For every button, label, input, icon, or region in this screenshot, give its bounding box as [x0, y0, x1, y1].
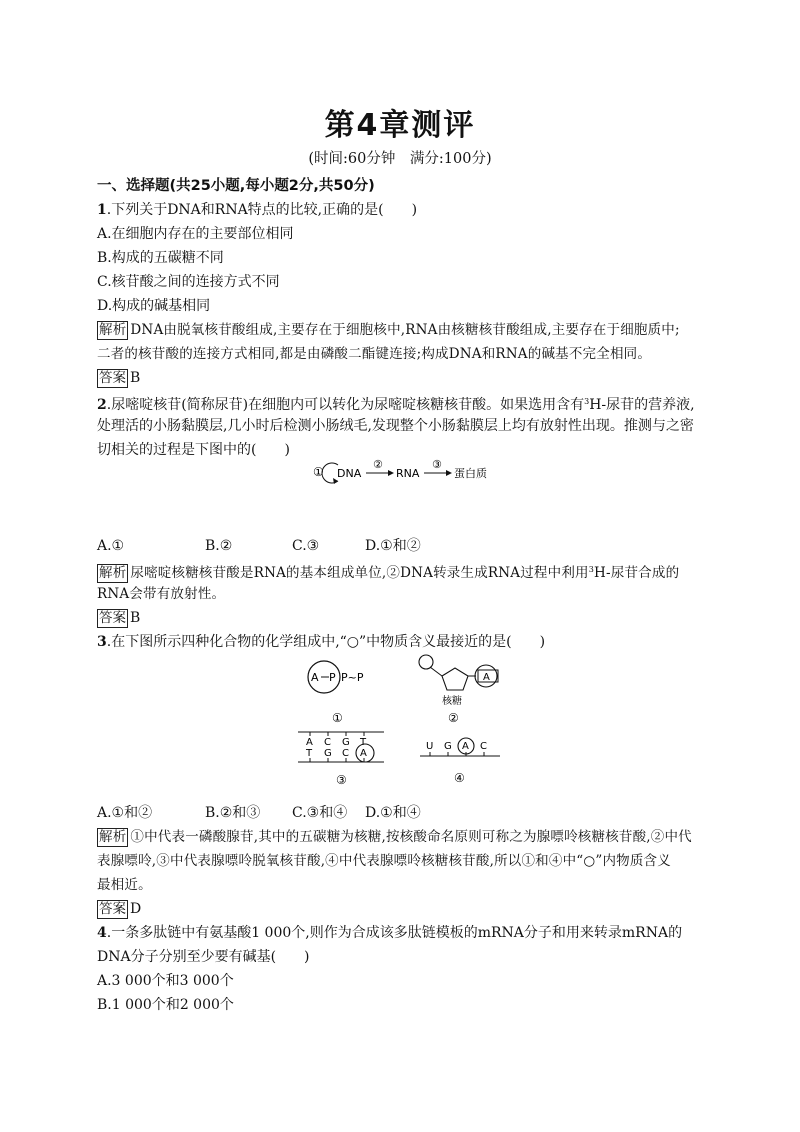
option: C.核苷酸之间的连接方式不同	[97, 274, 280, 290]
question-number: 4	[97, 925, 107, 941]
option: D.①和②	[365, 538, 421, 554]
question-2	[97, 392, 695, 415]
analysis	[97, 320, 680, 340]
analysis	[97, 560, 679, 583]
question-stem: .尿嘧啶核苷(简称尿苷)在细胞内可以转化为尿嘧啶核糖核苷酸。如果选用含有	[106, 397, 585, 413]
diagram-dna: DNA	[337, 467, 362, 480]
analysis-text: ①中代表一磷酸腺苷,其中的五碳糖为核糖,按核酸命名原则可称之为腺嘌呤核糖核苷酸,②中代	[130, 829, 692, 845]
arrowhead	[446, 470, 452, 476]
analysis-text: 表腺嘌呤,③中代表腺嘌呤脱氧核苷酸,④中代表腺嘌呤核糖核苷酸,所以①和④中“○”内物质含义	[97, 853, 671, 869]
figure-label: ③	[336, 773, 347, 786]
phosphate-circle	[419, 655, 433, 669]
superscript: 3	[588, 565, 595, 574]
central-dogma-diagram	[310, 456, 510, 486]
fig1-tail: P~P	[341, 671, 364, 684]
question-stem: DNA分子分别至少要有碱基( )	[97, 949, 310, 965]
analysis-text: RNA会带有放射性。	[97, 586, 226, 602]
figure-label: ②	[448, 711, 459, 725]
question-stem: 切相关的过程是下图中的( )	[97, 442, 290, 458]
question-stem: H-尿苷的营养液,	[589, 397, 695, 413]
analysis-text: DNA由脱氧核苷酸组成,主要存在于细胞核中,RNA由核糖核苷酸组成,主要存在于细胞质中;	[130, 322, 680, 338]
figure-dna-strand	[296, 728, 386, 786]
analysis-tag: 解析	[99, 565, 127, 581]
answer-value: B	[130, 370, 141, 386]
option: C.③	[292, 538, 320, 554]
question-number: 1	[97, 202, 107, 218]
answer	[97, 608, 140, 628]
figure-nucleotide	[416, 650, 516, 726]
circled-number: ①	[313, 465, 324, 479]
option: B.②	[205, 538, 233, 554]
figure-label: ①	[332, 711, 343, 725]
base-letter: C	[480, 741, 487, 752]
page-subtitle: (时间:60分钟 满分:100分)	[308, 151, 492, 167]
option: B.1 000个和2 000个	[97, 997, 234, 1013]
answer-tag: 答案	[99, 370, 126, 386]
diagram-protein: 蛋白质	[454, 467, 487, 480]
answer-value: B	[130, 610, 141, 626]
answer	[97, 368, 140, 388]
bond-line	[430, 667, 442, 676]
base-letter: T	[306, 748, 313, 759]
analysis-text: 尿嘧啶核糖核苷酸是RNA的基本组成单位,②DNA转录生成RNA过程中利用	[130, 565, 589, 581]
question-stem: .一条多肽链中有氨基酸1 000个,则作为合成该多肽链模板的mRNA分子和用来转录mRNA的	[106, 925, 683, 941]
base-letter: U	[426, 741, 434, 752]
figure-label: ④	[454, 771, 465, 785]
question-4	[97, 923, 682, 943]
question-number: 3	[97, 634, 107, 650]
figure-atp	[296, 660, 386, 726]
base-letter: C	[324, 737, 331, 748]
base-letter: C	[342, 748, 349, 759]
base-letter: G	[444, 741, 452, 752]
question-3	[97, 632, 545, 652]
option: B.构成的五碳糖不同	[97, 250, 224, 266]
question-stem: .下列关于DNA和RNA特点的比较,正确的是( )	[106, 202, 418, 218]
section-heading: 一、选择题(共25小题,每小题2分,共50分)	[97, 178, 375, 194]
fig2-adenine: A	[483, 672, 490, 683]
option: B.②和③	[205, 805, 261, 821]
option: A.3 000个和3 000个	[97, 973, 234, 989]
answer-tag: 答案	[99, 610, 126, 626]
figure-rna-strand	[418, 736, 508, 786]
fig2-sugar: 核糖	[442, 696, 462, 707]
analysis-tag: 解析	[99, 322, 127, 338]
analysis	[97, 827, 692, 847]
analysis-text: 最相近。	[97, 877, 152, 893]
pentose-pentagon	[442, 668, 468, 690]
answer-value: D	[130, 901, 142, 917]
analysis-text: H-尿苷合成的	[594, 565, 680, 581]
circled-number: ②	[373, 458, 383, 471]
option: D.①和④	[365, 805, 421, 821]
answer	[97, 899, 141, 919]
question-number: 2	[97, 397, 107, 413]
base-letter: A	[306, 737, 313, 748]
fig1-adenosine: A	[311, 671, 319, 684]
page-title: 第4章测评	[324, 108, 476, 143]
option: A.①	[97, 538, 125, 554]
superscript: 3	[584, 397, 590, 406]
question-stem: .在下图所示四种化合物的化学组成中,“○”中物质含义最接近的是( )	[106, 634, 546, 650]
option: C.③和④	[292, 805, 348, 821]
analysis-text: 二者的核苷酸的连接方式相同,都是由磷酸二酯键连接;构成DNA和RNA的碱基不完全相同。	[97, 346, 652, 362]
question-1	[97, 200, 417, 220]
base-letter: G	[324, 748, 332, 759]
option: A.①和②	[97, 805, 153, 821]
answer-tag: 答案	[99, 901, 126, 917]
option: D.构成的碱基相同	[97, 298, 211, 314]
arrowhead	[388, 470, 394, 476]
option: A.在细胞内存在的主要部位相同	[97, 226, 294, 242]
base-letter: A	[462, 741, 469, 752]
base-letter: T	[360, 737, 367, 748]
base-letter: G	[342, 737, 350, 748]
fig1-phosphate: P	[329, 671, 336, 684]
question-stem: 处理活的小肠黏膜层,几小时后检测小肠绒毛,发现整个小肠黏膜层上均有放射性出现。推测与之密	[97, 418, 694, 434]
circled-number: ③	[432, 458, 442, 471]
diagram-rna: RNA	[396, 467, 420, 480]
analysis-tag: 解析	[99, 829, 127, 845]
base-letter: A	[360, 748, 367, 759]
